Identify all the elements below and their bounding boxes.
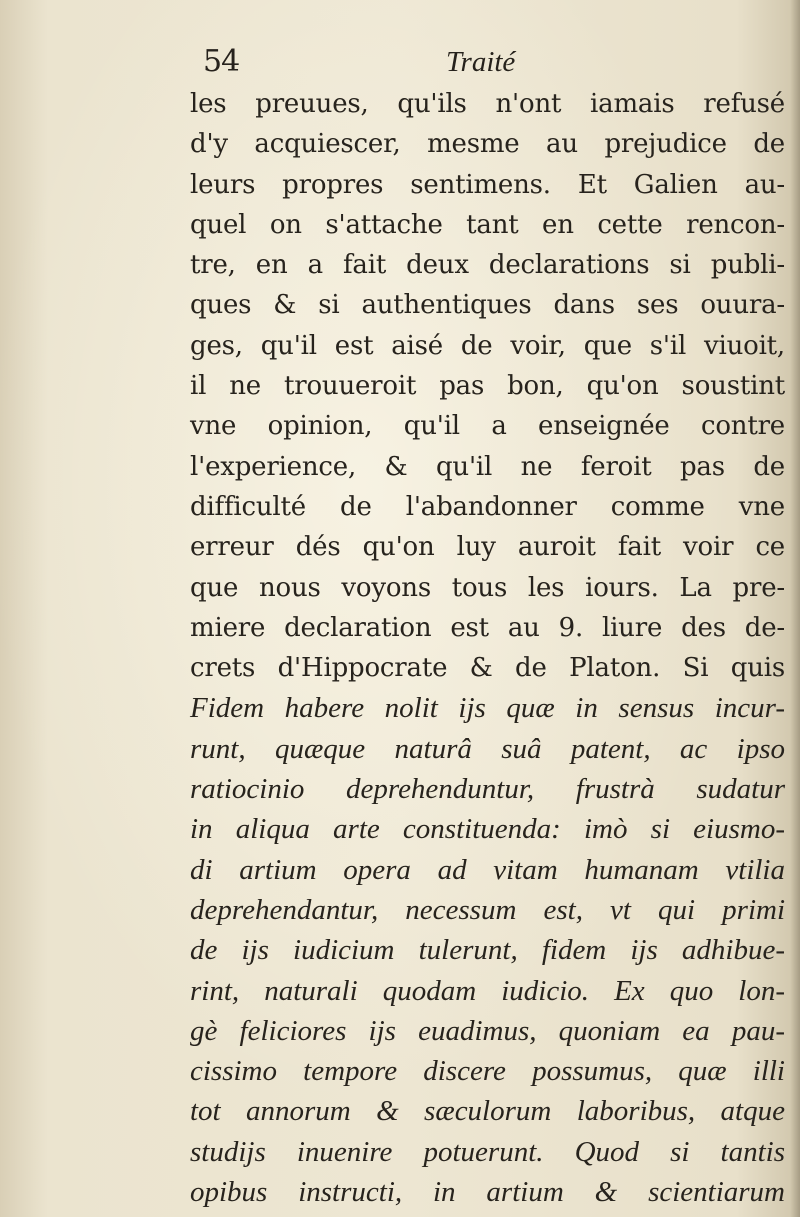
text-line: opibus instructi, in artium & scientiarum — [190, 1176, 785, 1209]
text-line: quel on s'attache tant en cette rencon- — [190, 209, 785, 240]
text-line: crets d'Hippocrate & de Platon. Si quis — [190, 653, 785, 684]
text-line: que nous voyons tous les iours. La pre- — [190, 572, 785, 603]
page-number: 54 — [203, 44, 240, 79]
text-line: rint, naturali quodam iudicio. Ex quo lon- — [190, 974, 785, 1007]
text-line: cissimo tempore discere possumus, quæ illi — [190, 1055, 785, 1088]
text-line: difficulté de l'abandonner comme vne — [190, 491, 785, 522]
text-line: vne opinion, qu'il a enseignée contre — [190, 411, 785, 442]
body-text — [190, 84, 785, 1212]
text-line: Fidem habere nolit ijs quæ in sensus incur- — [190, 692, 785, 725]
text-line: il ne trouueroit pas bon, qu'on soustint — [190, 371, 785, 402]
text-line: tre, en a fait deux declarations si publi- — [190, 250, 785, 281]
text-line: ges, qu'il est aisé de voir, que s'il viuoit, — [190, 330, 785, 361]
text-line: gè feliciores ijs euadimus, quoniam ea pau- — [190, 1014, 785, 1047]
page-header — [0, 44, 800, 88]
running-title: Traité — [446, 46, 516, 78]
text-line: leurs propres sentimens. Et Galien au- — [190, 169, 785, 200]
text-line: deprehendantur, necessum est, vt qui primi — [190, 893, 785, 926]
text-line: l'experience, & qu'il ne feroit pas de — [190, 451, 785, 482]
text-line: ques & si authentiques dans ses ouura- — [190, 290, 785, 321]
text-line: studijs inuenire potuerunt. Quod si tantis — [190, 1135, 785, 1168]
text-line: d'y acquiescer, mesme au prejudice de — [190, 129, 785, 160]
text-line: in aliqua arte constituenda: imò si eiusmo- — [190, 813, 785, 846]
text-line: tot annorum & sæculorum laboribus, atque — [190, 1095, 785, 1128]
text-line: erreur dés qu'on luy auroit fait voir ce — [190, 532, 785, 563]
text-line: les preuues, qu'ils n'ont iamais refusé — [190, 89, 785, 119]
text-line: miere declaration est au 9. liure des de- — [190, 612, 785, 643]
page-edge-shadow — [790, 0, 800, 1217]
text-line: de ijs iudicium tulerunt, fidem ijs adhibue- — [190, 934, 785, 967]
text-line: di artium opera ad vitam humanam vtilia — [190, 853, 785, 886]
text-line: runt, quæque naturâ suâ patent, ac ipso — [190, 732, 785, 765]
text-line: ratiocinio deprehenduntur, frustrà sudatur — [190, 773, 785, 806]
